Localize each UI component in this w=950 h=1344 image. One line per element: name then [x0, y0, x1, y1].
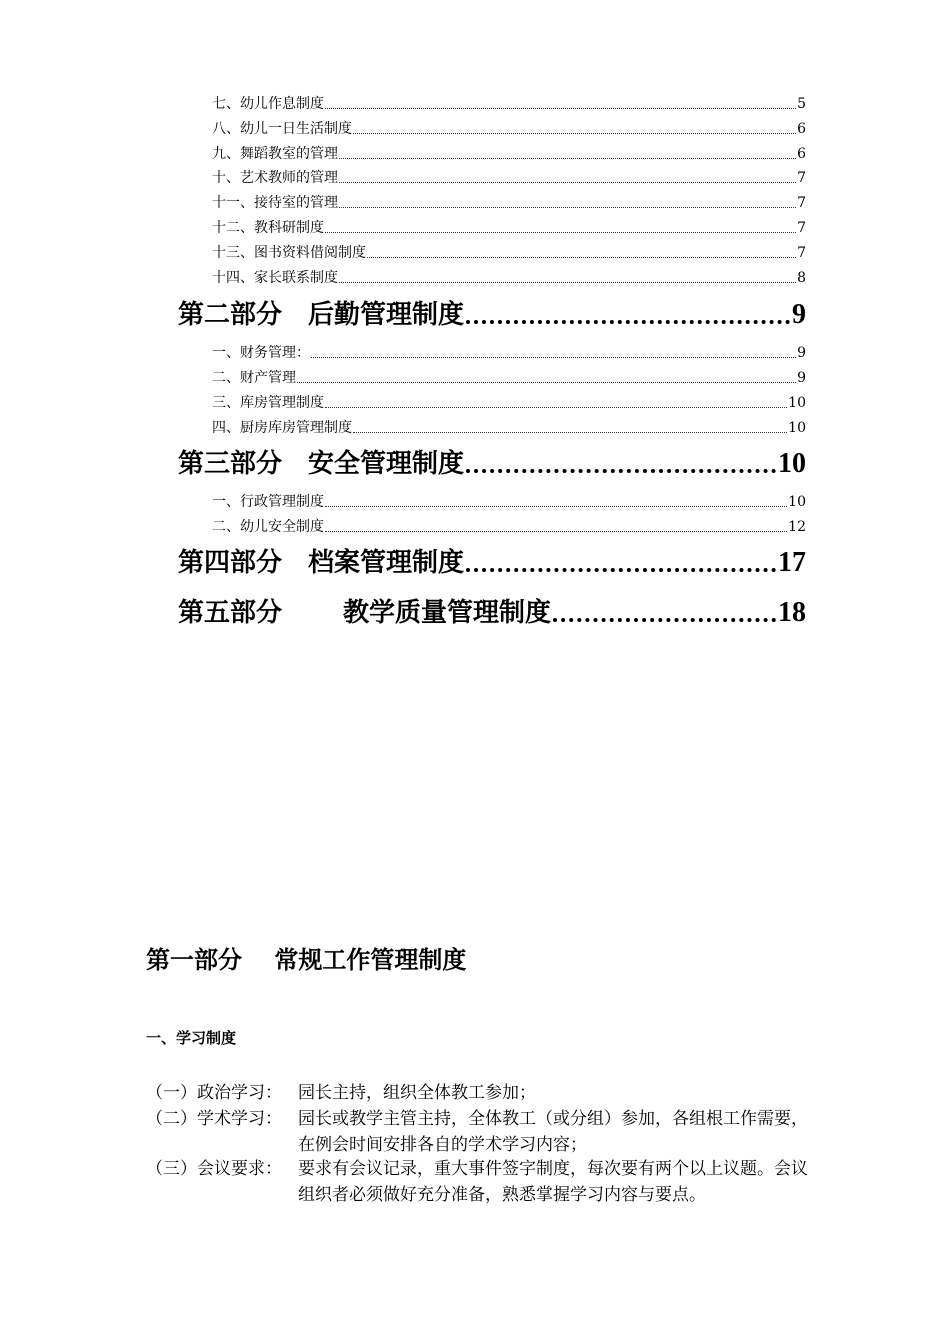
- toc-leader: [353, 432, 787, 433]
- toc-part-entry[interactable]: [178, 443, 806, 479]
- toc-entry-title: 十二、教科研制度: [212, 220, 324, 236]
- toc-leader: [367, 257, 796, 258]
- rule-text: 园长主持，组织全体教工参加；: [298, 1083, 536, 1103]
- toc-part-title: 第五部分 教学质量管理制度: [178, 598, 552, 628]
- toc-leader: [339, 282, 796, 283]
- toc-entry-page: 9: [797, 370, 806, 386]
- toc-leader: [325, 506, 787, 507]
- toc-leader: [325, 232, 796, 233]
- toc-entry-title: 二、幼儿安全制度: [212, 519, 324, 535]
- toc-entry-page: 10: [788, 420, 806, 436]
- toc-entry-title: 三、库房管理制度: [212, 395, 324, 411]
- rule-paragraph: [146, 1106, 808, 1158]
- rule-label: （三）会议要求：: [146, 1159, 282, 1179]
- toc-leader: [325, 531, 787, 532]
- toc-entry-page: 10: [788, 395, 806, 411]
- toc-leader: [297, 382, 796, 383]
- toc-entry-title: 四、厨房库房管理制度: [212, 420, 352, 436]
- toc-entry[interactable]: [212, 337, 806, 361]
- toc-leader: [339, 207, 796, 208]
- toc-entry-title: 一、财务管理：: [212, 345, 310, 361]
- toc-entry[interactable]: [212, 212, 806, 236]
- section-heading: 一、学习制度: [146, 1029, 237, 1047]
- toc-entry[interactable]: [212, 187, 806, 211]
- toc-part-title: 第四部分 档案管理制度: [178, 548, 465, 578]
- toc-leader: [466, 469, 776, 473]
- toc-leader: [325, 407, 787, 408]
- rule-label: （一）政治学习：: [146, 1083, 282, 1103]
- rule-text: 园长或教学主管主持，全体教工（或分组）参加，各组根工作需要，在例会时间安排各自的学术学习内容；: [298, 1109, 808, 1155]
- toc-entry[interactable]: [212, 88, 806, 112]
- toc-entry-page: 8: [797, 270, 806, 286]
- toc-entry-page: 5: [797, 96, 806, 112]
- toc-entry-title: 七、幼儿作息制度: [212, 96, 324, 112]
- toc-entry[interactable]: [212, 511, 806, 535]
- toc-entry[interactable]: [212, 138, 806, 162]
- toc-entry-page: 7: [797, 220, 806, 236]
- rule-label: （二）学术学习：: [146, 1109, 282, 1129]
- toc-part-title: 第三部分 安全管理制度: [178, 449, 465, 479]
- toc-leader: [325, 108, 796, 109]
- toc-leader: [466, 568, 776, 572]
- toc-part-title: 第二部分 后勤管理制度: [178, 300, 465, 330]
- toc-entry-page: 7: [797, 170, 806, 186]
- toc-part-entry[interactable]: [178, 542, 806, 578]
- rule-paragraph: [146, 1080, 808, 1106]
- toc-entry-page: 10: [788, 494, 806, 510]
- toc-part-entry[interactable]: [178, 294, 806, 330]
- toc-entry-page: 6: [797, 121, 806, 137]
- toc-leader: [339, 158, 796, 159]
- toc-entry-page: 7: [797, 245, 806, 261]
- toc-entry-title: 十三、图书资料借阅制度: [212, 245, 366, 261]
- toc-part-page: 17: [778, 547, 806, 578]
- toc-entry[interactable]: [212, 262, 806, 286]
- toc-entry-title: 十四、家长联系制度: [212, 270, 338, 286]
- toc-leader: [553, 618, 776, 622]
- toc-entry[interactable]: [212, 486, 806, 510]
- toc-part-page: 9: [792, 299, 806, 330]
- toc-entry-page: 7: [797, 195, 806, 211]
- toc-entry-title: 九、舞蹈教室的管理: [212, 146, 338, 162]
- rule-paragraph: [146, 1156, 808, 1208]
- toc-entry-title: 一、行政管理制度: [212, 494, 324, 510]
- toc-entry-page: 12: [788, 519, 806, 535]
- toc-part-entry[interactable]: [178, 592, 806, 628]
- toc-entry-title: 二、财产管理: [212, 370, 296, 386]
- toc-part-page: 10: [778, 448, 806, 479]
- toc-entry[interactable]: [212, 412, 806, 436]
- toc-entry[interactable]: [212, 113, 806, 137]
- toc-entry-title: 十一、接待室的管理: [212, 195, 338, 211]
- toc-leader: [353, 133, 796, 134]
- toc-entry-title: 十、艺术教师的管理: [212, 170, 338, 186]
- toc-entry-page: 9: [797, 345, 806, 361]
- rule-text: 要求有会议记录，重大事件签字制度，每次要有两个以上议题。会议组织者必须做好充分准备，熟悉掌握学习内容与要点。: [298, 1159, 808, 1205]
- toc-leader: [339, 182, 796, 183]
- toc-entry[interactable]: [212, 162, 806, 186]
- toc-entry-page: 6: [797, 146, 806, 162]
- toc-entry[interactable]: [212, 362, 806, 386]
- toc-part-page: 18: [778, 597, 806, 628]
- toc-entry[interactable]: [212, 387, 806, 411]
- toc-leader: [311, 357, 796, 358]
- part-one-heading: 第一部分 常规工作管理制度: [146, 946, 467, 974]
- toc-entry[interactable]: [212, 237, 806, 261]
- toc-entry-title: 八、幼儿一日生活制度: [212, 121, 352, 137]
- toc-leader: [466, 320, 790, 324]
